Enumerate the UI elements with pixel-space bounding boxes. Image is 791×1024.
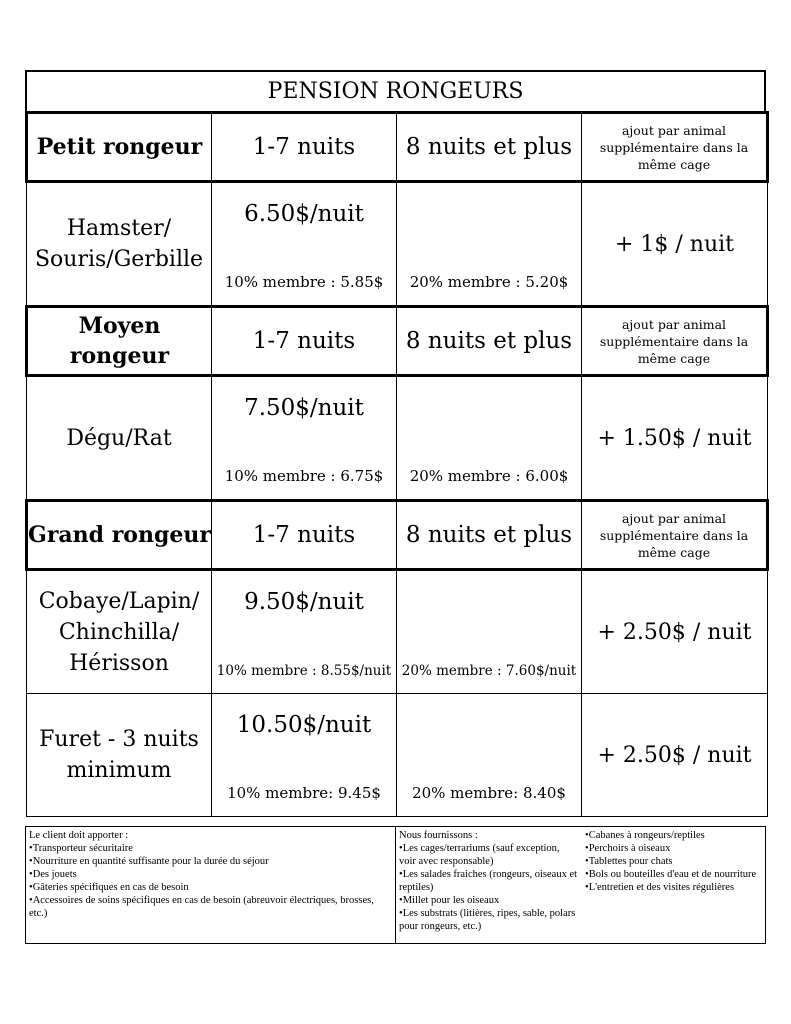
member-20-price: 20% membre : 6.00$ [409, 467, 569, 485]
member-10-price: 10% membre : 8.55$/nuit [216, 663, 392, 679]
animal-name: Hamster/ Souris/Gerbille [27, 182, 212, 307]
list-item: • Les salades fraiches (rongeurs, oiseaux et reptiles) [399, 868, 579, 894]
list-item: • Cabanes à rongeurs/reptiles [585, 829, 762, 842]
period-short-label: 1-7 nuits [212, 307, 397, 376]
animal-name: Furet - 3 nuits minimum [27, 694, 212, 817]
category-header-row [27, 501, 768, 570]
pricing-sheet [25, 70, 766, 817]
list-item: • Tablettes pour chats [585, 855, 762, 868]
period-long-label: 8 nuits et plus [397, 307, 582, 376]
nightly-price: 9.50$/nuit [244, 589, 364, 615]
list-item: • Millet pour les oiseaux [399, 894, 579, 907]
nightly-price: 6.50$/nuit [244, 201, 364, 227]
extra-animal-note: ajout par animal supplémentaire dans la même cage [582, 113, 768, 182]
long-stay-cell [397, 570, 582, 694]
table-row [27, 376, 768, 501]
category-header-row [27, 113, 768, 182]
we-provide-column-2 [582, 827, 765, 943]
pricing-table [25, 111, 769, 817]
long-stay-cell [397, 694, 582, 817]
long-stay-cell [397, 182, 582, 307]
member-20-price: 20% membre : 5.20$ [409, 273, 569, 291]
period-long-label: 8 nuits et plus [397, 501, 582, 570]
category-header-row [27, 307, 768, 376]
period-long-label: 8 nuits et plus [397, 113, 582, 182]
info-box [25, 826, 766, 944]
price-cell [212, 376, 397, 501]
client-bring-list [29, 842, 392, 920]
we-provide-list-2 [585, 829, 762, 894]
nightly-price: 10.50$/nuit [236, 712, 372, 738]
extra-animal-price: + 2.50$ / nuit [582, 694, 768, 817]
list-item: • Transporteur sécuritaire [29, 842, 392, 855]
list-item: • Des jouets [29, 868, 392, 881]
list-item: • Perchoirs à oiseaux [585, 842, 762, 855]
list-item: • Les substrats (litières, ripes, sable, polars pour rongeurs, etc.) [399, 907, 579, 933]
list-item: • Les cages/terrariums (sauf exception, voir avec responsable) [399, 842, 579, 868]
list-item: • Nourriture en quantité suffisante pour la durée du séjour [29, 855, 392, 868]
client-bring-column [26, 827, 396, 943]
list-item: • L'entretien et des visites régulières [585, 881, 762, 894]
long-stay-cell [397, 376, 582, 501]
category-label: Grand rongeur [27, 501, 212, 570]
member-10-price: 10% membre : 6.75$ [224, 467, 384, 485]
animal-name: Dégu/Rat [27, 376, 212, 501]
category-label: Moyen rongeur [27, 307, 212, 376]
client-bring-heading: Le client doit apporter : [29, 830, 129, 841]
table-row [27, 694, 768, 817]
price-cell [212, 182, 397, 307]
list-item: • Bols ou bouteilles d'eau et de nourriture [585, 868, 762, 881]
we-provide-column [396, 827, 582, 943]
animal-name: Cobaye/Lapin/ Chinchilla/ Hérisson [27, 570, 212, 694]
extra-animal-note: ajout par animal supplémentaire dans la même cage [582, 307, 768, 376]
extra-animal-note: ajout par animal supplémentaire dans la même cage [582, 501, 768, 570]
table-row [27, 182, 768, 307]
nightly-price: 7.50$/nuit [244, 395, 364, 421]
we-provide-heading: Nous fournissons : [399, 830, 478, 841]
period-short-label: 1-7 nuits [212, 113, 397, 182]
period-short-label: 1-7 nuits [212, 501, 397, 570]
table-row [27, 570, 768, 694]
extra-animal-price: + 1.50$ / nuit [582, 376, 768, 501]
member-20-price: 20% membre: 8.40$ [412, 784, 566, 802]
extra-animal-price: + 1$ / nuit [582, 182, 768, 307]
list-item: • Gâteries spécifiques en cas de besoin [29, 881, 392, 894]
member-10-price: 10% membre : 5.85$ [224, 273, 384, 291]
list-item: • Accessoires de soins spécifiques en cas de besoin (abreuvoir électriques, brosses, etc.) [29, 894, 392, 920]
member-20-price: 20% membre : 7.60$/nuit [401, 663, 577, 679]
we-provide-list [399, 842, 579, 933]
price-cell [212, 694, 397, 817]
extra-animal-price: + 2.50$ / nuit [582, 570, 768, 694]
page-title: PENSION RONGEURS [25, 70, 766, 111]
member-10-price: 10% membre: 9.45$ [227, 784, 381, 802]
category-label: Petit rongeur [27, 113, 212, 182]
price-cell [212, 570, 397, 694]
